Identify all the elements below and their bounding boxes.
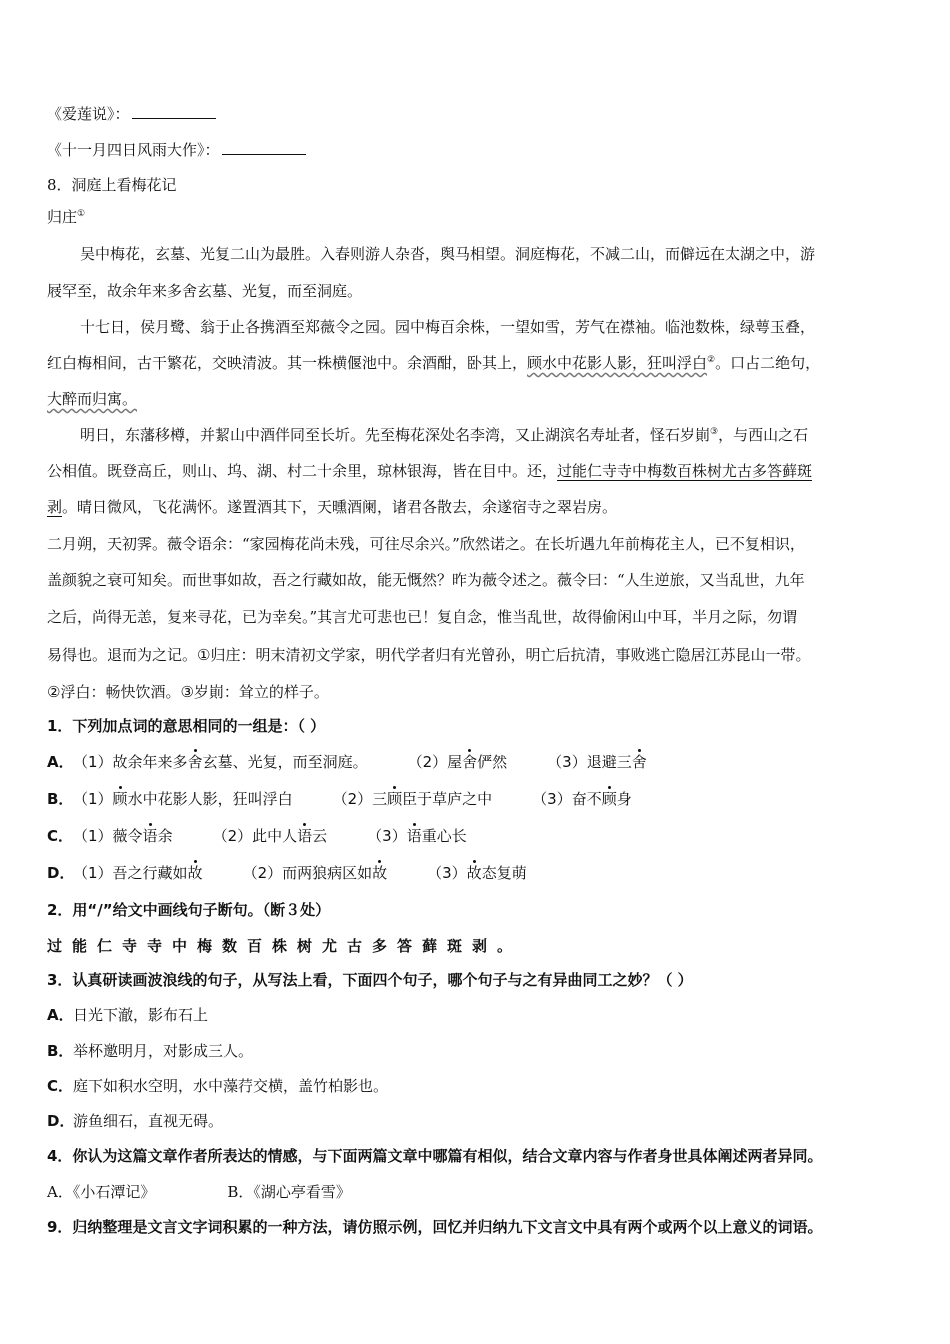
passage-line (47, 496, 617, 518)
dotted-char: 舍 (462, 753, 478, 771)
passage-text: 明日，东藩移樽，并絜山中酒伴同至长圻。先至梅花深处名李湾，又止湖滨名寿址者，怪石岁崱 (80, 426, 711, 444)
option-label: B． (47, 790, 74, 808)
footnote-marker: ① (77, 209, 86, 219)
passage-text: 红白梅相间，古干繁花，交映清波。其一株横偃池中。余酒酣，卧其上， (47, 354, 528, 372)
passage-line: 之后，尚得无恙，复来寻花，已为幸矣。”其言尤可悲也已！复自念，惟当乱世，故得偷闲山中耳，半月之际，勿谓 (47, 608, 798, 626)
question-2 (47, 899, 330, 921)
option-text: 日光下澈，影布石上 (73, 1006, 209, 1024)
dotted-char: 故 (187, 864, 203, 882)
question-9 (47, 1216, 822, 1238)
passage-text: 易得也。退而为之记。 (47, 646, 198, 664)
option-label: C． (47, 1077, 74, 1095)
q3-option-a[interactable] (47, 1004, 208, 1026)
dotted-char: 顾 (112, 790, 128, 808)
q1-option-a[interactable]: A．（1）故余年来多舍玄墓、光复，而至洞庭。 （2）屋舍俨然 （3）退避三舍 (47, 753, 647, 771)
question-text: 2．用“/”给文中画线句子断句。（断３处） (47, 901, 331, 919)
fill-in-ailian (47, 103, 216, 125)
q1-option-b[interactable]: B．（1）顾水中花影人影，狂叫浮白 （2）三顾臣于草庐之中 （3）奋不顾身 (47, 790, 632, 808)
dotted-char: 语 (406, 827, 422, 845)
footnote-marker: ② (707, 355, 716, 365)
question-4 (47, 1145, 822, 1167)
passage-text: 公相值。既登高丘，则山、坞、湖、村二十余里，琼林银海，皆在目中。还， (47, 462, 558, 480)
option-text: 庭下如积水空明，水中藻荇交横，盖竹柏影也。 (73, 1077, 389, 1095)
passage-line: 吴中梅花，玄墓、光复二山为最胜。入春则游人杂沓，舆马相望。洞庭梅花，不减二山，而僻远在太湖之中，游 (80, 245, 816, 263)
passage-line (47, 644, 810, 666)
dotted-char: 顾 (601, 790, 617, 808)
passage-text: ，与西山之石 (718, 426, 809, 444)
footnotes: ②浮白：畅快饮酒。③岁崱：耸立的样子。 (47, 683, 329, 701)
question-text: 9．归纳整理是文言文字词积累的一种方法，请仿照示例，回忆并归纳九下文言文中具有两个或两个以上意义的词语。 (47, 1218, 823, 1236)
q2-sentence: 过能仁寺寺中梅数百株树尤古多答藓斑剥。 (47, 937, 523, 955)
q1-option-d[interactable]: D．（1）吾之行藏如故 （2）而两狼病区如故 （3）故态复萌 (47, 864, 527, 882)
fill-in-shiyiyue (47, 139, 306, 161)
wavy-underlined-sentence: 大醉而归寓。 (47, 390, 138, 408)
question-1 (47, 715, 325, 737)
q1-option-c[interactable]: C．（1）薇令语余 （2）此中人语云 （3）语重心长 (47, 827, 467, 845)
fill-in-label: 《十一月四日风雨大作》： (47, 141, 220, 159)
passage-line: 二月朔，天初霁。薇令语余：“家园梅花尚未残，可往尽余兴。”欣然诺之。在长圻遇九年前梅花主人，已不复相识， (47, 535, 805, 553)
option-label: A． (47, 753, 74, 771)
footnote-text: ①归庄：明末清初文学家，明代学者归有光曾孙，明亡后抗清，事败逃亡隐居江苏昆山一带。 (197, 646, 811, 664)
passage-line (80, 424, 808, 446)
answer-blank[interactable] (132, 104, 216, 119)
passage-line: 盖颜貌之衰可知矣。而世事如故，吾之行藏如故，能无慨然？昨为薇令述之。薇令曰：“人生逆旅，又当乱世，九年 (47, 571, 805, 589)
q8-author (47, 206, 85, 228)
question-3 (47, 969, 693, 991)
fill-in-label: 《爱莲说》： (47, 105, 130, 123)
wavy-underlined-sentence: 顾水中花影人影，狂叫浮白 (527, 354, 708, 372)
dotted-char: 故 (372, 864, 388, 882)
question-text: 3．认真研读画波浪线的句子，从写法上看，下面四个句子，哪个句子与之有异曲同工之妙？（ ） (47, 971, 693, 989)
passage-line: 屐罕至，故余年来多舍玄墓、光复，而至洞庭。 (47, 282, 363, 300)
dotted-char: 舍 (187, 753, 203, 771)
q4-option-b[interactable]: B．《湖心亭看雪》 (227, 1183, 351, 1201)
underlined-sentence: 过能仁寺寺中梅数百株树尤古多答藓斑 (557, 462, 813, 480)
passage-line (47, 388, 137, 410)
option-label: B． (47, 1042, 74, 1060)
question-text: 1．下列加点词的意思相同的一组是：（ ） (47, 717, 326, 735)
q8-heading: 8．洞庭上看梅花记 (47, 176, 177, 194)
option-label: D． (47, 864, 75, 882)
option-text: 游鱼细石，直视无碍。 (73, 1112, 224, 1130)
dotted-char: 舍 (631, 753, 647, 771)
dotted-char: 故 (466, 864, 482, 882)
passage-line (47, 352, 820, 374)
passage-text: 。晴日微风，飞花满怀。遂置酒其下，天曛酒阑，诸君各散去，余遂宿寺之翠岩房。 (62, 498, 618, 516)
author-name: 归庄 (47, 208, 78, 226)
passage-line (47, 460, 812, 482)
q4-option-a[interactable]: A．《小石潭记》 (47, 1183, 156, 1201)
option-label: C． (47, 827, 74, 845)
option-label: D． (47, 1112, 75, 1130)
footnote-marker: ③ (710, 427, 719, 437)
underlined-sentence: 剥 (47, 498, 63, 516)
q4-options (47, 1181, 351, 1203)
dotted-char: 语 (142, 827, 158, 845)
question-text: 4．你认为这篇文章作者所表达的情感，与下面两篇文章中哪篇有相似，结合文章内容与作者身世具体阐述两者异同。 (47, 1147, 823, 1165)
q3-option-b[interactable] (47, 1040, 253, 1062)
passage-line: 十七日，侯月鹭、翁于止各携酒至郑薇令之园。园中梅百余株，一望如雪，芳气在襟袖。临池数株，绿萼玉叠， (80, 318, 816, 336)
dotted-char: 语 (297, 827, 313, 845)
passage-text: 。口占二绝句， (715, 354, 821, 372)
answer-blank[interactable] (222, 140, 306, 155)
q3-option-d[interactable] (47, 1110, 223, 1132)
q3-option-c[interactable] (47, 1075, 388, 1097)
option-text: 举杯邀明月，对影成三人。 (73, 1042, 254, 1060)
option-label: A． (47, 1006, 74, 1024)
dotted-char: 顾 (387, 790, 403, 808)
